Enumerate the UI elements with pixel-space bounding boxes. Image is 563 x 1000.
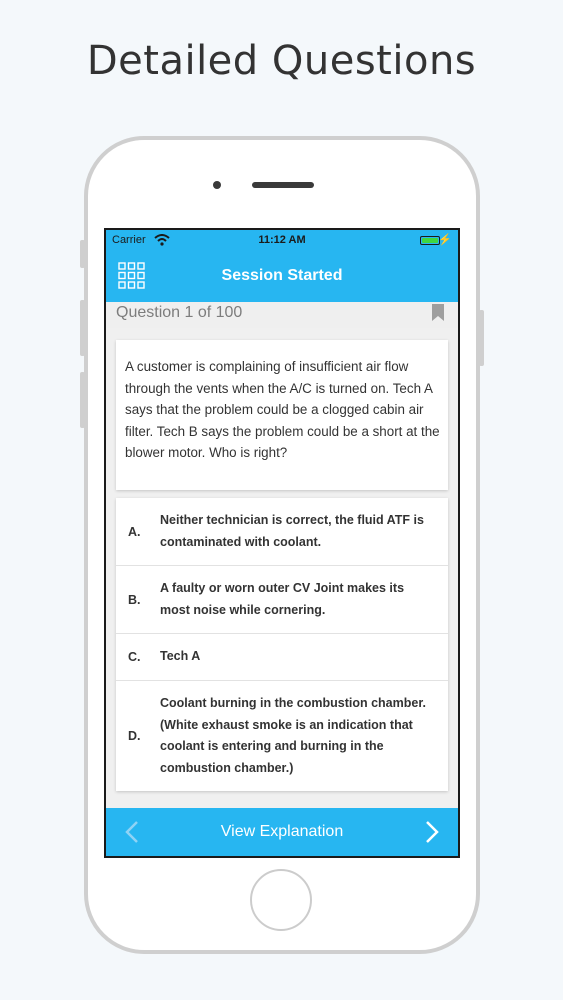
phone-power-button	[479, 310, 484, 366]
app-screen	[104, 228, 460, 858]
answer-option-a[interactable]	[116, 498, 448, 566]
answer-list	[116, 498, 448, 791]
question-header	[106, 302, 458, 328]
nav-title: Session Started	[221, 267, 343, 284]
bookmark-icon[interactable]	[432, 304, 444, 321]
answer-text: Tech A	[160, 649, 201, 664]
answer-letter: B.	[128, 592, 141, 607]
question-card	[116, 340, 448, 490]
answer-option-b[interactable]	[116, 566, 448, 634]
chevron-right-icon[interactable]	[424, 820, 440, 844]
question-text: A customer is complaining of insufficient air flow through the vents when the A/C is turned on. Tech A says that the problem could be a clogged cabin air filter. Tech B says the problem could be a short at the blower motor. Who is right?	[125, 359, 440, 460]
nav-bar	[106, 252, 458, 302]
answer-option-c[interactable]	[116, 634, 448, 681]
status-carrier: Carrier	[112, 234, 146, 246]
bottom-bar	[106, 808, 458, 856]
home-button[interactable]	[250, 869, 312, 931]
status-time: 11:12 AM	[258, 234, 306, 246]
page-headline: Detailed Questions	[86, 38, 477, 84]
answer-letter: A.	[128, 524, 141, 539]
answer-letter: D.	[128, 729, 141, 743]
answer-letter: C.	[128, 650, 141, 664]
battery-icon	[420, 236, 440, 245]
charging-bolt-icon: ⚡	[438, 234, 452, 246]
answer-text: Coolant burning in the combustion chamber. (White exhaust smoke is an indication that coolant is entering and burning in the combustion chamber.)	[160, 696, 426, 775]
answer-option-d[interactable]	[116, 681, 448, 791]
question-counter: Question 1 of 100	[116, 304, 243, 321]
camera-icon	[213, 181, 221, 189]
status-bar	[106, 230, 458, 252]
answer-text: Neither technician is correct, the fluid ATF is contaminated with coolant.	[160, 513, 424, 549]
speaker-grille	[252, 182, 314, 188]
phone-volume-up	[80, 300, 85, 356]
phone-volume-down	[80, 372, 85, 428]
phone-mute-switch	[80, 240, 85, 268]
answer-text: A faulty or worn outer CV Joint makes its most noise while cornering.	[160, 581, 405, 617]
view-explanation-button[interactable]: View Explanation	[220, 823, 344, 840]
